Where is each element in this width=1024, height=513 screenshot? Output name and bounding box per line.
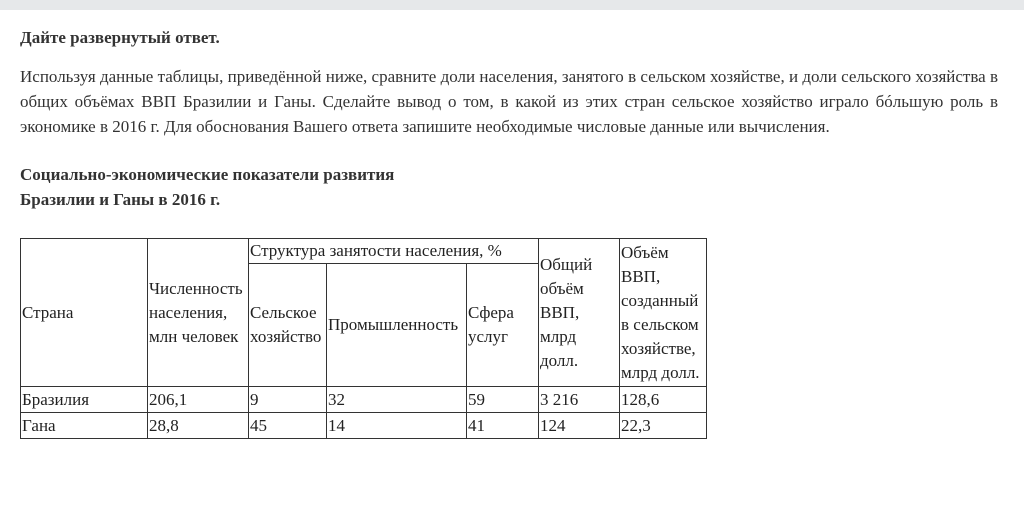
table-title-line-2: Бразилии и Ганы в 2016 г.: [20, 190, 221, 209]
header-gdp-total: Общий объём ВВП, млрд долл.: [539, 239, 620, 387]
table-row: [21, 413, 707, 439]
cell-gdp-agriculture: 22,3: [620, 413, 707, 439]
cell-agriculture: 9: [249, 387, 327, 413]
cell-services: 41: [467, 413, 539, 439]
indicators-table: [20, 238, 707, 439]
table-header-row: [21, 239, 707, 264]
header-agriculture: Сельское хозяйство: [249, 264, 327, 387]
cell-industry: 14: [327, 413, 467, 439]
header-gdp-agriculture: Объём ВВП, созданный в сельском хозяйстве, млрд долл.: [620, 239, 707, 387]
cell-population: 28,8: [148, 413, 249, 439]
cell-country: Бразилия: [21, 387, 148, 413]
cell-services: 59: [467, 387, 539, 413]
instruction-heading: Дайте развернутый ответ.: [20, 28, 220, 47]
cell-country: Гана: [21, 413, 148, 439]
cell-gdp-total: 124: [539, 413, 620, 439]
task-content: [20, 26, 998, 439]
cell-agriculture: 45: [249, 413, 327, 439]
cell-population: 206,1: [148, 387, 249, 413]
cell-industry: 32: [327, 387, 467, 413]
table-row: [21, 387, 707, 413]
top-bar: [0, 0, 1024, 10]
table-title: [20, 162, 998, 212]
task-text: Используя данные таблицы, приведённой ниже, сравните доли населения, занятого в сельском хозяйстве, и доли сельского хозяйства в общих объёмах ВВП Бразилии и Ганы. Сделайте вывод о том, в какой из этих стран сельское хозяйство играло бóльшую роль в экономике в 2016 г. Для обоснования Вашего ответа запишите необходимые числовые данные или вычисления.: [20, 67, 998, 136]
header-services: Сфера услуг: [467, 264, 539, 387]
cell-gdp-total: 3 216: [539, 387, 620, 413]
header-employment-structure: Структура занятости населения, %: [249, 239, 539, 264]
cell-gdp-agriculture: 128,6: [620, 387, 707, 413]
header-population: Численность населения, млн человек: [148, 239, 249, 387]
table-title-line-1: Социально-экономические показатели развития: [20, 165, 395, 184]
header-country: Страна: [21, 239, 148, 387]
header-industry: Промышленность: [327, 264, 467, 387]
